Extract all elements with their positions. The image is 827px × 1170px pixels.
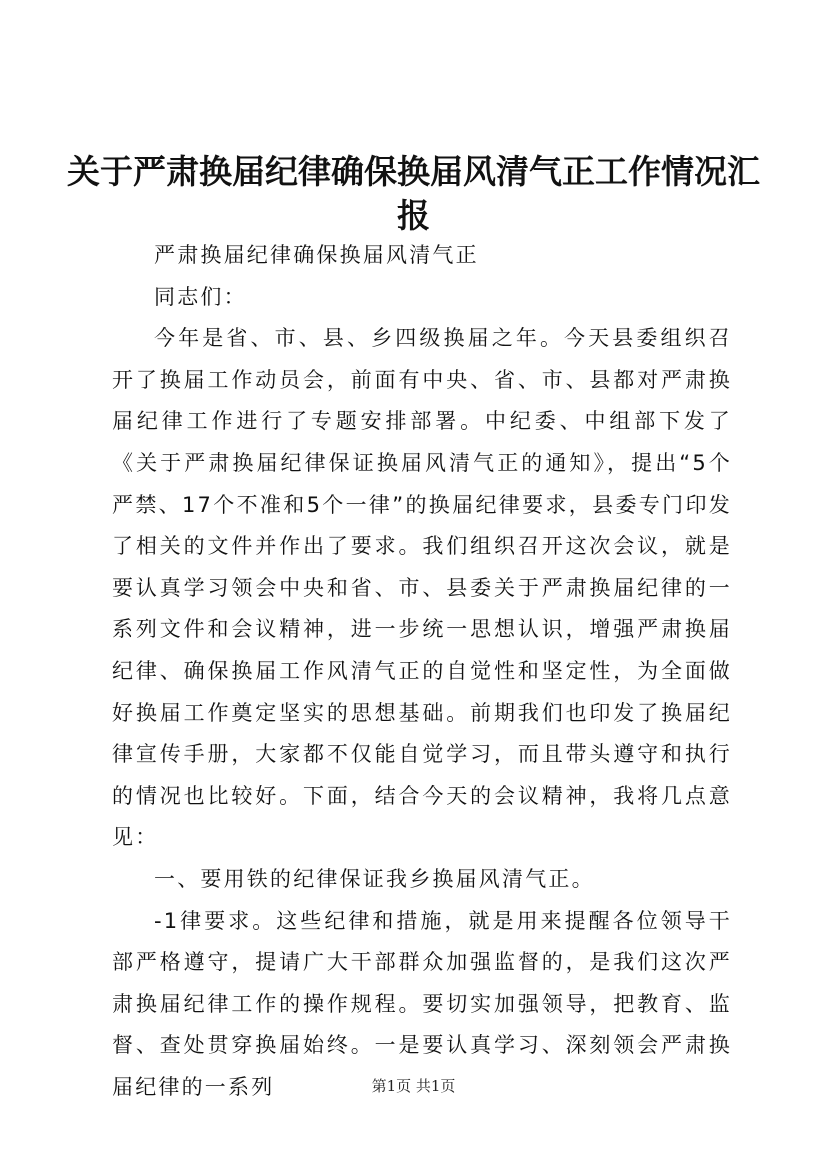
document-title: 关于严肃换届纪律确保换届风清气正工作情况汇报 <box>67 152 760 235</box>
body-paragraph: -1律要求。这些纪律和措施，就是用来提醒各位领导干部严格遵守，提请广大干部群众加强监督的，是我们这次严肃换届纪律工作的操作规程。要切实加强领导，把教育、监督、查处贯穿换届始终。一是要认真学习、深刻领会严肃换届纪律的一系列 <box>112 908 732 1099</box>
body-paragraph: 严肃换届纪律确保换届风清气正 <box>154 243 479 267</box>
document-body <box>112 235 732 1108</box>
body-paragraph: 同志们： <box>154 284 247 309</box>
body-paragraph: 今年是省、市、县、乡四级换届之年。今天县委组织召开了换届工作动员会，前面有中央、省、市、县都对严肃换届纪律工作进行了专题安排部署。中纪委、中组部下发了《关于严肃换届纪律保证换届风清气正的通知》，提出“5个严禁、17个不准和5个一律”的换届纪律要求，县委专门印发了相关的文件并作出了要求。我们组织召开这次会议，就是要认真学习领会中央和省、市、县委关于严肃换届纪律的一系列文件和会议精神，进一步统一思想认识，增强严肃换届纪律、确保换届工作风清气正的自觉性和坚定性，为全面做好换届工作奠定坚实的思想基础。前期我们也印发了换届纪律宣传手册，大家都不仅能自觉学习，而且带头遵守和执行的情况也比较好。下面，结合今天的会议精神，我将几点意见： <box>112 326 732 850</box>
page-footer: 第1页 共1页 <box>371 1077 456 1095</box>
body-paragraph: 一、要用铁的纪律保证我乡换届风清气正。 <box>154 866 595 891</box>
